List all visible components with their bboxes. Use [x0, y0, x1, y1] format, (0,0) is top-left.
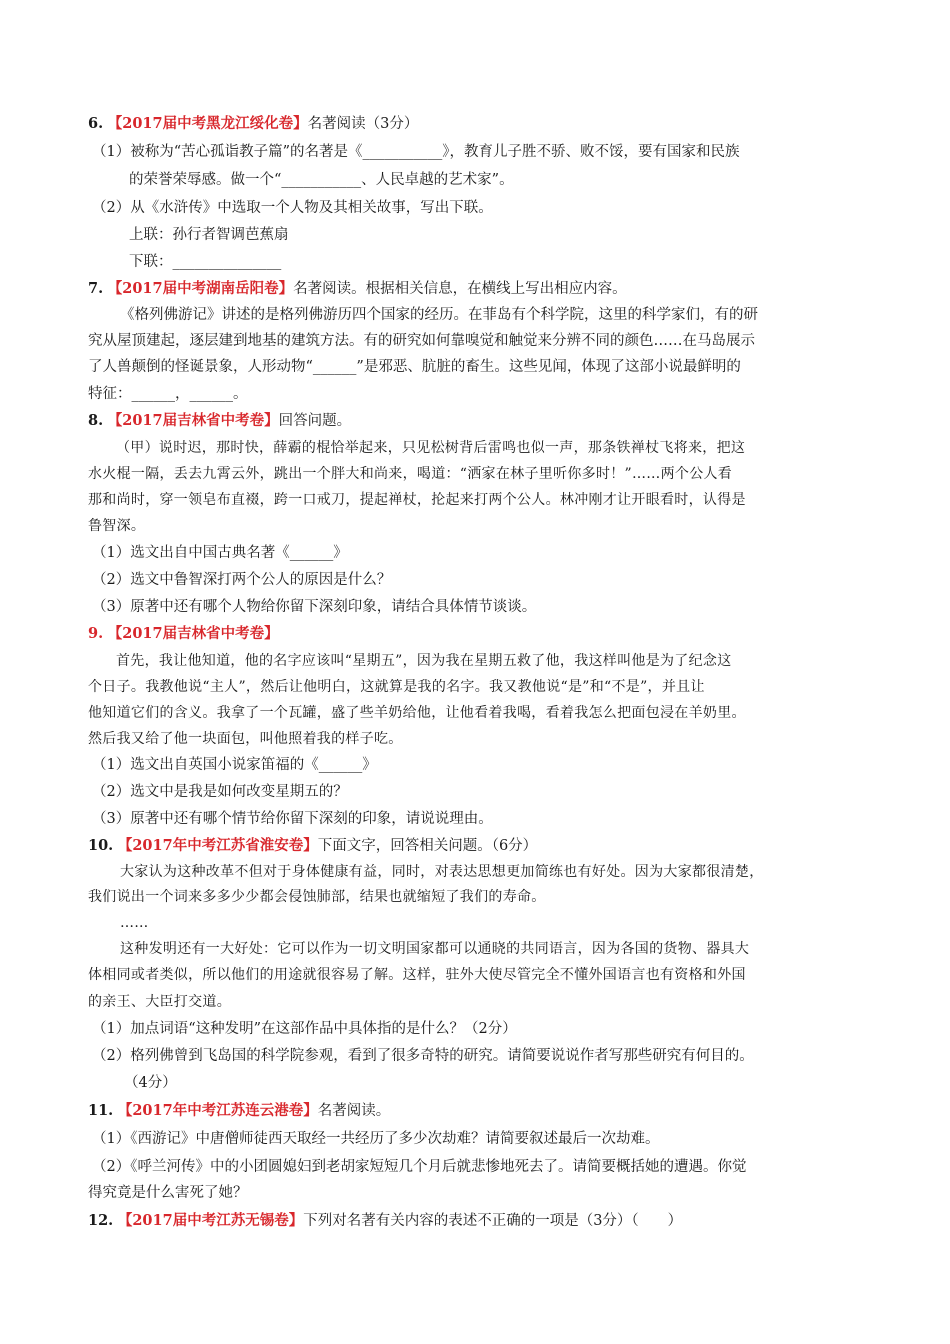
- question-8-sub3: （3）原著中还有哪个人物给你留下深刻印象，请结合具体情节谈谈。: [92, 599, 537, 615]
- question-10-passage-line: 体相同或者类似，所以他们的用途就很容易了解。这样，驻外大使尽管完全不懂外国语言也有资格和外国: [88, 967, 746, 983]
- question-6-lower-couplet: 下联：_______________: [129, 254, 282, 270]
- question-9-passage-line: 个日子。我教他说“主人”，然后让他明白，这就算是我的名字。我又教他说“是”和“不是”，并且让: [88, 679, 705, 695]
- question-6-sub1-cont: 的荣誉荣辱感。做一个“___________、人民卓越的艺术家”。: [129, 172, 514, 188]
- question-source: 【2017届吉林省中考卷】: [107, 412, 279, 429]
- question-6-sub1: （1）被称为“苦心孤诣教子篇”的名著是《___________》，教育儿子胜不骄、败不馁，要有国家和民族: [92, 144, 740, 160]
- question-7-header: [88, 280, 627, 298]
- question-number: 7.: [88, 280, 104, 297]
- question-10-sub2: （2）格列佛曾到飞岛国的科学院参观，看到了很多奇特的研究。请简要说说作者写那些研究有何目的。: [92, 1048, 754, 1064]
- question-number: 8.: [88, 412, 104, 429]
- question-8-passage-line: （甲）说时迟，那时快，薛霸的棍恰举起来，只见松树背后雷鸣也似一声，那条铁禅杖飞将来，把这: [116, 440, 746, 456]
- question-11-sub2-cont: 得究竟是什么害死了她？: [88, 1185, 248, 1201]
- question-10-passage-line: 大家认为这种改革不但对于身体健康有益，同时，对表达思想更加简练也有好处。因为大家都很清楚，: [120, 864, 764, 880]
- question-7-passage-line: 究从屋顶建起，逐层建到地基的建筑方法。有的研究如何靠嗅觉和触觉来分辨不同的颜色……在马岛展示: [88, 333, 755, 349]
- question-title: 下面文字，回答相关问题。（6分）: [317, 838, 538, 854]
- question-source: 【2017届中考黑龙江绥化卷】: [107, 115, 308, 132]
- question-7-passage-line: 特征：______，______。: [88, 386, 248, 402]
- question-9-sub3: （3）原著中还有哪个情节给你留下深刻的印象，请说说理由。: [92, 811, 493, 827]
- question-8-passage-line: 水火棍一隔，丢去九霄云外，跳出一个胖大和尚来，喝道：“洒家在林子里听你多时！”……两个公人看: [88, 466, 733, 482]
- question-8-passage-line: 那和尚时，穿一领皂布直裰，跨一口戒刀，提起禅杖，抡起来打两个公人。林冲刚才让开眼看时，认得是: [88, 492, 746, 508]
- question-10-ellipsis: ……: [120, 915, 149, 931]
- question-10-passage-line: 的亲王、大臣打交道。: [88, 994, 231, 1010]
- question-7-passage-line: 了人兽颠倒的怪诞景象，人形动物“______”是邪恶、肮脏的畜生。这些见闻，体现了这部小说最鲜明的: [88, 359, 741, 375]
- question-6-header: [88, 115, 418, 133]
- question-6-upper-couplet: 上联：孙行者智调芭蕉扇: [129, 227, 289, 243]
- question-6-sub2: （2）从《水浒传》中选取一个人物及其相关故事，写出下联。: [92, 200, 493, 216]
- question-number: 10.: [88, 837, 114, 854]
- question-10-sub2-points: （4分）: [124, 1075, 177, 1091]
- question-number: 6.: [88, 115, 104, 132]
- question-9-sub2: （2）选文中是我是如何改变星期五的？: [92, 784, 348, 800]
- question-title: 回答问题。: [278, 413, 352, 429]
- question-title: 名著阅读。根据相关信息，在横线上写出相应内容。: [293, 281, 627, 297]
- question-7-passage-line: 《格列佛游记》讲述的是格列佛游历四个国家的经历。在菲岛有个科学院，这里的科学家们，有的研: [120, 307, 758, 323]
- question-8-passage-line: 鲁智深。: [88, 518, 146, 534]
- question-number: 9.: [88, 625, 104, 642]
- question-8-sub2: （2）选文中鲁智深打两个公人的原因是什么？: [92, 572, 392, 588]
- question-source: 【2017年中考江苏省淮安卷】: [117, 837, 318, 854]
- question-title: 名著阅读。: [317, 1103, 391, 1119]
- question-9-passage-line: 他知道它们的含义。我拿了一个瓦罐，盛了些羊奶给他，让他看着我喝，看着我怎么把面包浸在羊奶里。: [88, 705, 746, 721]
- question-title: 下列对名著有关内容的表述不正确的一项是（3分）（ ）: [303, 1213, 683, 1229]
- question-source: 【2017届中考湖南岳阳卷】: [107, 280, 294, 297]
- question-11-sub2: （2）《呼兰河传》中的小团圆媳妇到老胡家短短几个月后就悲惨地死去了。请简要概括她的遭遇。你觉: [92, 1159, 747, 1175]
- question-source: 【2017年中考江苏连云港卷】: [117, 1102, 318, 1119]
- question-8-header: [88, 412, 351, 430]
- question-number: 11.: [88, 1102, 114, 1119]
- question-number: 12.: [88, 1212, 114, 1229]
- question-11-sub1: （1）《西游记》中唐僧师徒西天取经一共经历了多少次劫难？请简要叙述最后一次劫难。: [92, 1131, 660, 1147]
- question-source: 【2017届中考江苏无锡卷】: [117, 1212, 304, 1229]
- question-12-header: [88, 1212, 682, 1230]
- question-11-header: [88, 1102, 390, 1120]
- question-9-sub1: （1）选文出自英国小说家笛福的《______》: [92, 757, 377, 773]
- question-10-header: [88, 837, 537, 855]
- question-source: 【2017届吉林省中考卷】: [107, 625, 279, 642]
- question-9-passage-line: 然后我又给了他一块面包，叫他照着我的样子吃。: [88, 731, 403, 747]
- question-9-header: [88, 625, 279, 643]
- question-8-sub1: （1）选文出自中国古典名著《______》: [92, 545, 348, 561]
- question-10-sub1: （1）加点词语“这种发明”在这部作品中具体指的是什么？（2分）: [92, 1021, 517, 1037]
- question-10-passage-line: 这种发明还有一大好处：它可以作为一切文明国家都可以通晓的共同语言，因为各国的货物、器具大: [120, 941, 750, 957]
- question-9-passage-line: 首先，我让他知道，他的名字应该叫“星期五”，因为我在星期五救了他，我这样叫他是为了纪念这: [116, 653, 732, 669]
- question-title: 名著阅读（3分）: [307, 116, 419, 132]
- question-10-passage-line: 我们说出一个词来多多少少都会侵蚀肺部，结果也就缩短了我们的寿命。: [88, 889, 546, 905]
